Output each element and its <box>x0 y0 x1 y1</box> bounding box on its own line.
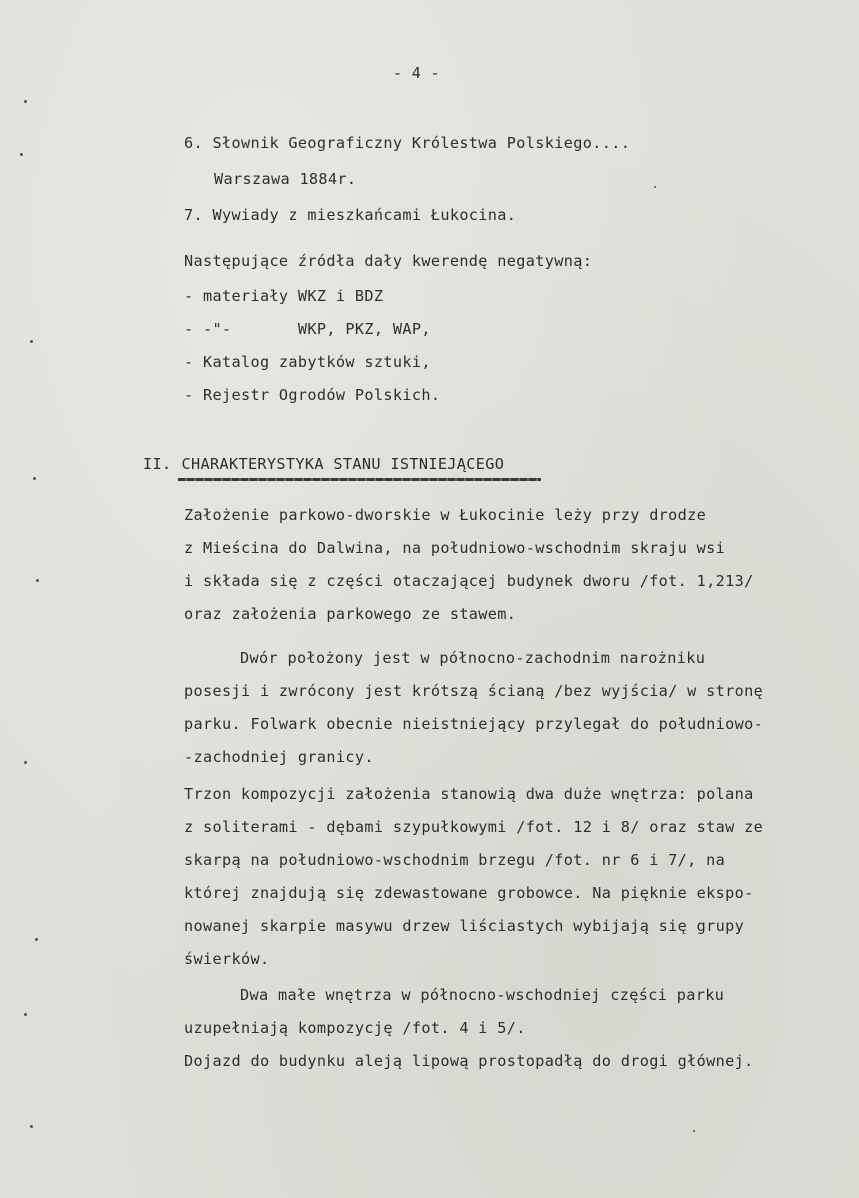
body-line-1: Założenie parkowo-dworskie w Łukocinie leży przy drodze <box>184 506 707 524</box>
section-title: CHARAKTERYSTYKA STANU ISTNIEJĄCEGO <box>181 455 505 473</box>
scan-speck <box>36 579 39 582</box>
body-line-12: której znajdują się zdewastowane grobowce. Na pięknie ekspo- <box>184 884 754 902</box>
body-line-17: Dojazd do budynku aleją lipową prostopadłą do drogi głównej. <box>184 1052 754 1070</box>
scan-speck <box>654 186 656 188</box>
negative-item-3: - Katalog zabytków sztuki, <box>184 353 431 371</box>
body-line-14: świerków. <box>184 950 270 968</box>
scan-speck <box>24 100 27 103</box>
body-line-11: skarpą na południowo-wschodnim brzegu /fot. nr 6 i 7/, na <box>184 851 726 869</box>
scan-speck <box>24 1013 27 1016</box>
body-line-4: oraz założenia parkowego ze stawem. <box>184 605 517 623</box>
page-number: - 4 - <box>393 64 440 82</box>
body-line-8: -zachodniej granicy. <box>184 748 374 766</box>
body-line-9: Trzon kompozycji założenia stanowią dwa duże wnętrza: polana <box>184 785 754 803</box>
scan-speck <box>35 938 38 941</box>
body-line-7: parku. Folwark obecnie nieistniejący przylegał do południowo- <box>184 715 764 733</box>
body-line-16: uzupełniają kompozycję /fot. 4 i 5/. <box>184 1019 526 1037</box>
negative-query-intro: Następujące źródła dały kwerendę negatywną: <box>184 252 593 270</box>
scan-speck <box>24 761 27 764</box>
body-line-2: z Mieścina do Dalwina, na południowo-wschodnim skraju wsi <box>184 539 726 557</box>
scan-speck <box>33 477 36 480</box>
scan-speck <box>30 340 33 343</box>
negative-item-1: - materiały WKZ i BDZ <box>184 287 384 305</box>
source-item-6-line-2: Warszawa 1884r. <box>214 170 357 188</box>
source-item-7: 7. Wywiady z mieszkańcami Łukocina. <box>184 206 517 224</box>
source-item-6-line-1: 6. Słownik Geograficzny Królestwa Polskiego.... <box>184 134 631 152</box>
body-line-5: Dwór położony jest w północno-zachodnim narożniku <box>240 649 706 667</box>
scan-speck <box>693 1130 695 1132</box>
negative-item-2: - -"- WKP, PKZ, WAP, <box>184 320 431 338</box>
body-line-10: z soliterami - dębami szypułkowymi /fot. 12 i 8/ oraz staw ze <box>184 818 764 836</box>
section-title-underline <box>178 478 541 481</box>
section-number: II. <box>143 455 172 473</box>
scan-speck <box>20 153 23 156</box>
negative-item-4: - Rejestr Ogrodów Polskich. <box>184 386 441 404</box>
body-line-6: posesji i zwrócony jest krótszą ścianą /bez wyjścia/ w stronę <box>184 682 764 700</box>
body-line-3: i składa się z części otaczającej budynek dworu /fot. 1,213/ <box>184 572 754 590</box>
section-heading <box>143 457 504 472</box>
scan-speck <box>30 1125 33 1128</box>
body-line-15: Dwa małe wnętrza w północno-wschodniej części parku <box>240 986 725 1004</box>
body-line-13: nowanej skarpie masywu drzew liściastych wybijają się grupy <box>184 917 745 935</box>
